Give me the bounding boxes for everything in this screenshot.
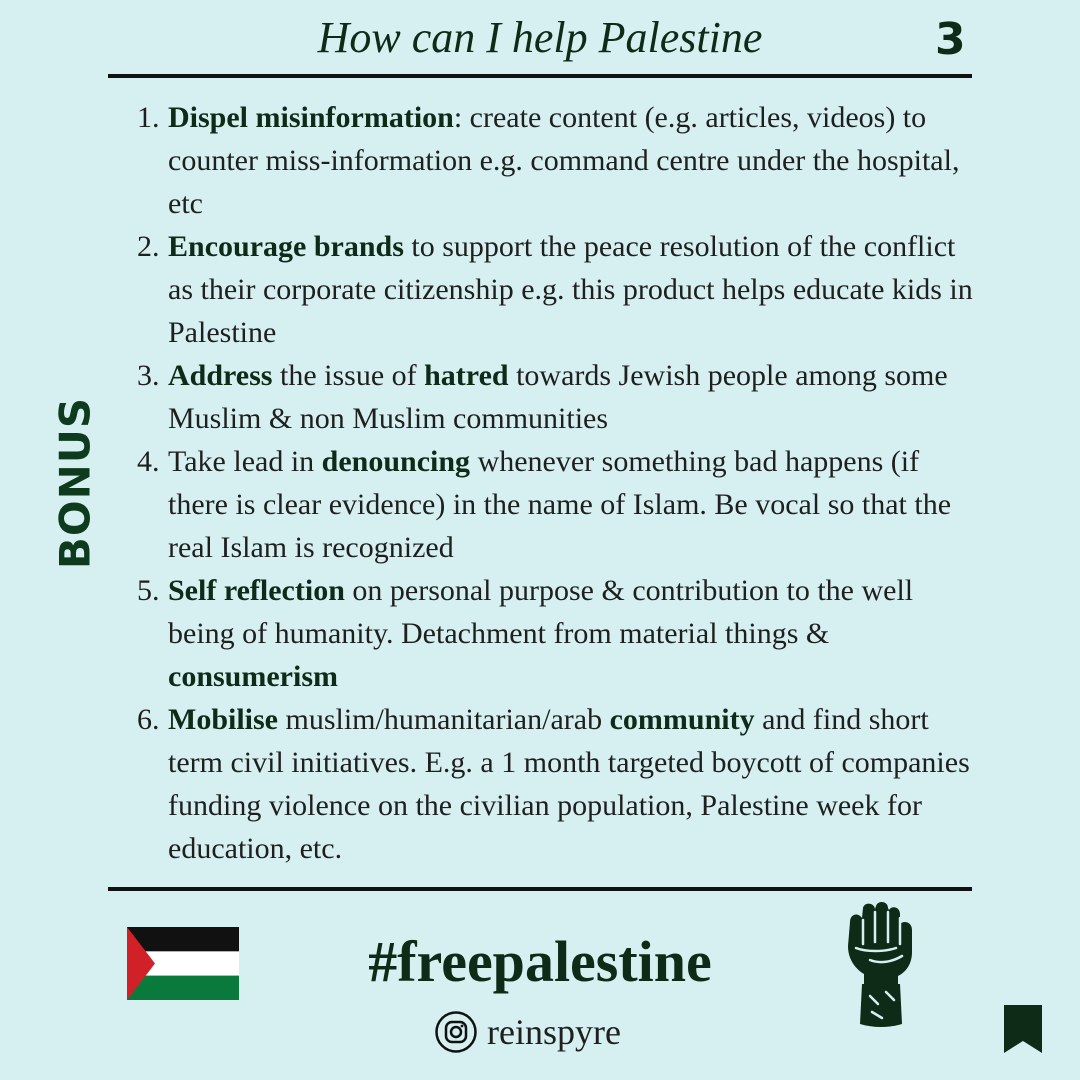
list-item <box>135 698 975 870</box>
bookmark-icon[interactable] <box>1004 1005 1042 1053</box>
emphasis-text: community <box>609 703 755 736</box>
emphasis-text: consumerism <box>168 660 338 693</box>
emphasis-text: Mobilise <box>168 703 278 736</box>
emphasis-text: hatred <box>424 359 509 392</box>
list-item-number: 4. <box>137 445 160 478</box>
list-item-number: 3. <box>137 359 160 392</box>
bonus-label: BONUS <box>50 396 100 570</box>
page-number: 3 <box>935 14 966 65</box>
list-item <box>135 354 975 440</box>
list-item <box>135 569 975 698</box>
body-text: and find short term civil initiatives. E.g. a 1 month targeted boycott of companies funding violence on the civilian population, Palestine week for education, etc. <box>168 703 970 865</box>
raised-fist-icon <box>836 900 926 1028</box>
body-text: muslim/humanitarian/arab <box>278 703 610 736</box>
page-title: How can I help Palestine <box>317 13 763 62</box>
emphasis-text: Encourage brands <box>168 230 404 263</box>
bottom-divider <box>108 887 972 891</box>
hashtag: #freepalestine <box>368 929 712 994</box>
body-text: on personal purpose & contribution to the well being of humanity. Detachment from material things & <box>168 574 914 650</box>
list-item <box>135 225 975 354</box>
instagram-icon <box>435 1011 477 1053</box>
body-text: to support the peace resolution of the conflict as their corporate citizenship e.g. this product helps educate kids in Palestine <box>168 230 973 349</box>
body-text: Take lead in <box>168 445 322 478</box>
top-divider <box>108 74 972 78</box>
emphasis-text: Dispel misinformation <box>168 101 454 134</box>
emphasis-text: Self reflection <box>168 574 345 607</box>
emphasis-text: Address <box>168 359 273 392</box>
body-text: towards Jewish people among some Muslim & non Muslim communities <box>168 359 948 435</box>
handle-text: reinspyre <box>487 1012 621 1052</box>
list-item <box>135 440 975 569</box>
list-item-number: 5. <box>137 574 160 607</box>
body-text: whenever something bad happens (if there is clear evidence) in the name of Islam. Be vocal so that the real Islam is recognized <box>168 445 952 564</box>
tips-list <box>135 96 975 870</box>
emphasis-text: denouncing <box>321 445 471 478</box>
body-text: the issue of <box>272 359 425 392</box>
instagram-handle[interactable] <box>435 1008 621 1056</box>
list-item <box>135 96 975 225</box>
body-text: : create content (e.g. articles, videos) to counter miss-information e.g. command centre under the hospital, etc <box>168 101 960 220</box>
list-item-number: 2. <box>137 230 160 263</box>
list-item-number: 6. <box>137 703 160 736</box>
list-item-number: 1. <box>137 101 160 134</box>
